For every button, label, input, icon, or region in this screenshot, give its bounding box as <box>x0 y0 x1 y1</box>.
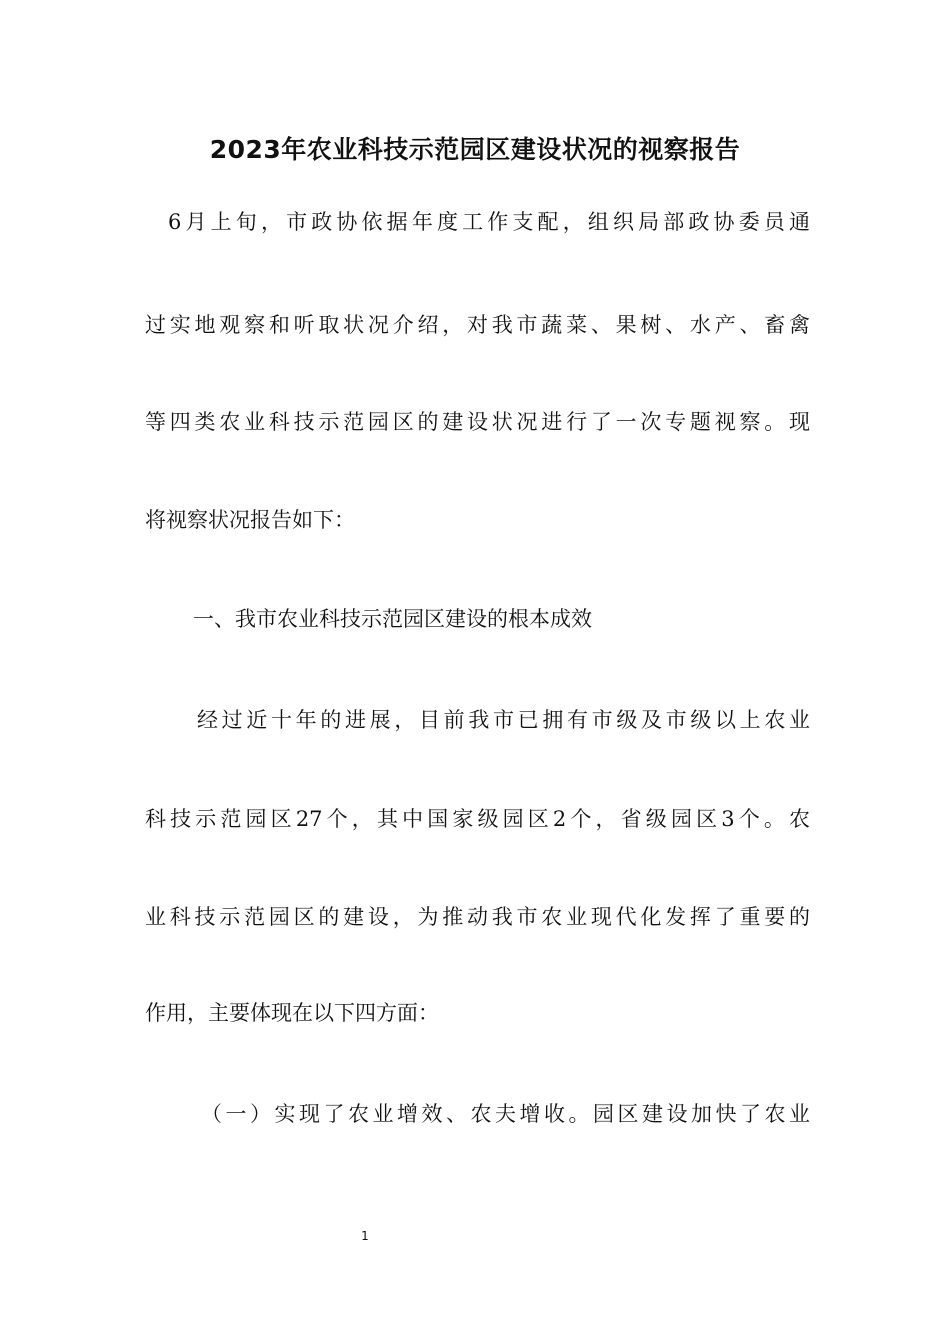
section-heading: 一、我市农业科技示范园区建设的根本成效 <box>193 607 592 631</box>
page-number: 1 <box>361 1229 369 1243</box>
paragraph-line-8: 作用，主要体现在以下四方面： <box>145 1001 439 1025</box>
paragraph-line-5: 经过近十年的进展，目前我市已拥有市级及市级以上农业 <box>197 708 810 732</box>
paragraph-line-6: 科技示范园区27个，其中国家级园区2个，省级园区3个。农 <box>145 807 810 831</box>
subsection-line: （一）实现了农业增效、农夫增收。园区建设加快了农业 <box>201 1102 810 1126</box>
paragraph-line-2: 过实地观察和听取状况介绍，对我市蔬菜、果树、水产、畜禽 <box>145 313 810 337</box>
paragraph-line-1: 6月上旬，市政协依据年度工作支配，组织局部政协委员通 <box>168 210 810 234</box>
paragraph-line-4: 将视察状况报告如下： <box>145 508 355 532</box>
paragraph-line-3: 等四类农业科技示范园区的建设状况进行了一次专题视察。现 <box>145 410 810 434</box>
paragraph-line-7: 业科技示范园区的建设，为推动我市农业现代化发挥了重要的 <box>145 905 810 929</box>
document-title: 2023年农业科技示范园区建设状况的视察报告 <box>209 135 741 164</box>
